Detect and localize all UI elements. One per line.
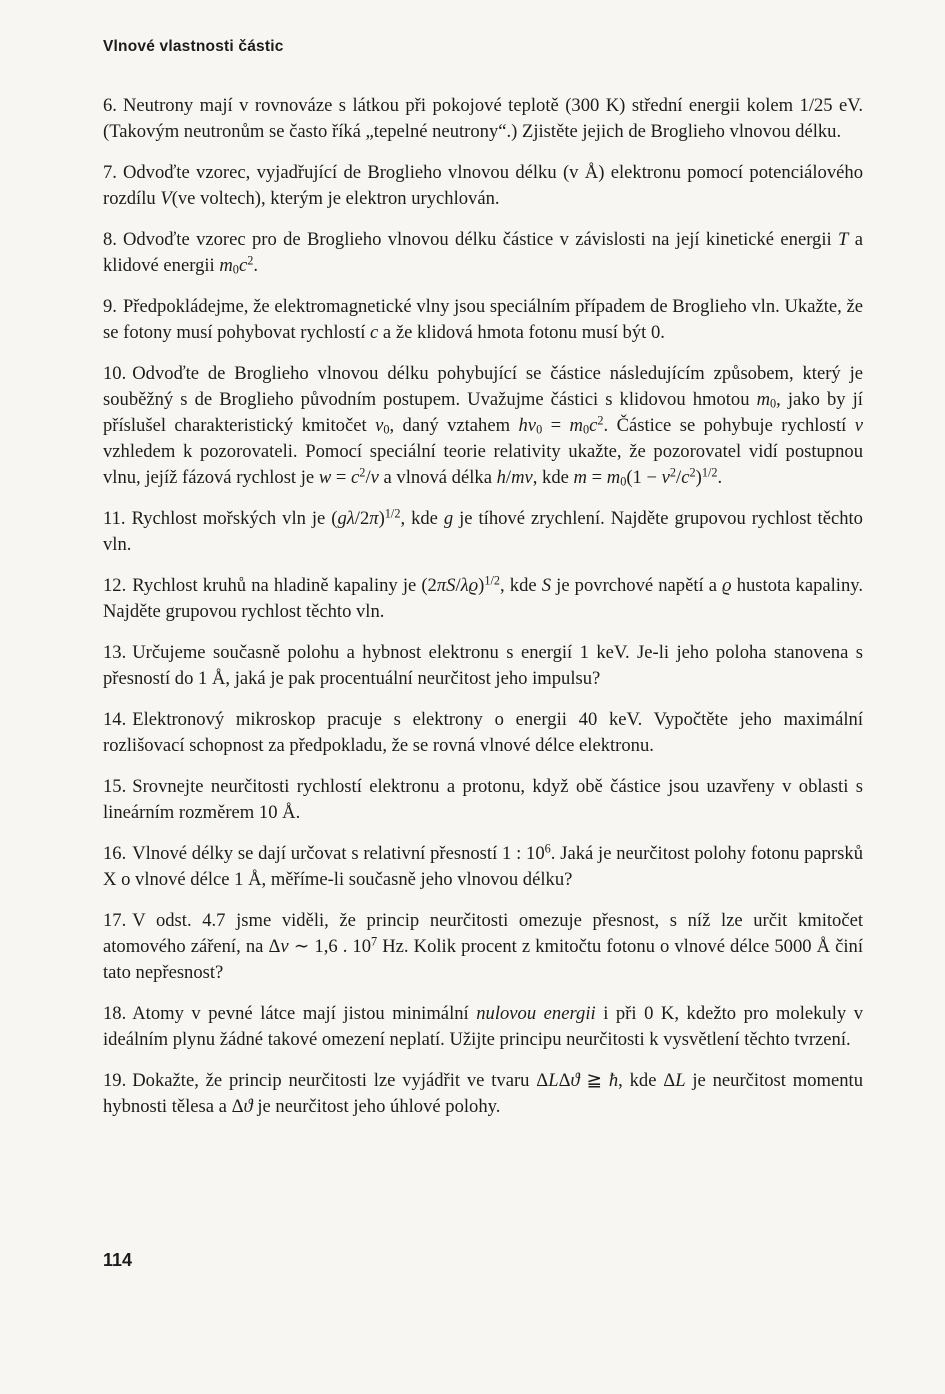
problem-text: (ve voltech), kterým je elektron urychlován. xyxy=(171,188,500,210)
problem-text: V xyxy=(160,188,172,210)
problem-text: Neutrony mají v rovnováze s látkou při pokojové teplotě (300 K) střední energii kolem 1/25 eV. (Takovým neutronům se často říká „tepelné neutrony“.) Zjistěte jejich de Broglieho vlnovou délku. xyxy=(103,95,863,143)
problem-text: /2 xyxy=(354,508,370,530)
problem-number: 11. xyxy=(103,508,126,530)
problem-text: Odvoďte vzorec, vyjadřující de Broglieho vlnovou délku (v Å) elektronu pomocí potenciálového rozdílu xyxy=(103,161,863,210)
problem-text: , kde Δ xyxy=(618,1069,676,1091)
problem-15 xyxy=(103,774,863,826)
problem-text: . Jaká je neurčitost polohy fotonu paprsků X o vlnové délce 1 Å, měříme-li současně jeho vlnovou délku? xyxy=(103,842,863,890)
problem-text: / xyxy=(676,467,682,489)
problem-number: 19. xyxy=(103,1069,127,1091)
problem-text: v xyxy=(661,467,670,489)
problem-text: m xyxy=(756,388,771,410)
problem-text: 0 xyxy=(620,474,627,489)
problem-text: m xyxy=(573,467,587,489)
problem-text: c xyxy=(351,467,360,489)
problem-text: . Částice se pohybuje rychlostí xyxy=(603,415,855,437)
problem-text: je tíhové zrychlení. Najděte grupovou rychlost těchto vln. xyxy=(103,508,863,556)
problem-number: 12. xyxy=(103,575,127,597)
problem-text: c xyxy=(238,255,248,277)
problem-number: 15. xyxy=(103,775,127,797)
problem-text: a vlnová délka xyxy=(378,467,497,489)
problem-12 xyxy=(103,573,863,625)
problem-text: ) xyxy=(478,575,485,597)
problem-number: 10. xyxy=(103,362,127,384)
problem-text: Rychlost kruhů na hladině kapaliny je (2 xyxy=(132,575,437,597)
problem-text: c xyxy=(370,321,379,343)
problem-text: Určujeme současně polohu a hybnost elektronu s energií 1 keV. Je-li jeho poloha stanovena s přesností do 1 Å, jaká je pak procentuální neurčitost jeho impulsu? xyxy=(103,641,863,690)
problem-number: 14. xyxy=(103,708,127,730)
problem-text: Odvoďte de Broglieho vlnovou délku pohybující se částice následujícím způsobem, který je souběžný s de Broglieho původním postupem. Uvažujme částici s klidovou hmotou xyxy=(103,362,863,410)
problem-text: 1/2 xyxy=(384,506,401,521)
problem-text: mv xyxy=(511,467,533,489)
problem-text: c xyxy=(589,415,598,437)
problem-text: a že klidová hmota fotonu musí být 0. xyxy=(378,321,665,343)
problem-14 xyxy=(103,707,863,759)
problem-text: i při 0 K, kdežto pro molekuly v ideálním plynu žádné takové omezení neplatí. Užijte principu neurčitosti k vysvětlení těchto tvrzení. xyxy=(103,1002,863,1050)
problem-text: 0 xyxy=(232,262,239,277)
problem-text: Hz. Kolik procent z kmitočtu fotonu o vlnové délce 5000 Å činí tato nepřesnost? xyxy=(103,935,863,983)
problem-text: L xyxy=(548,1069,559,1091)
problem-text: ν xyxy=(280,935,289,957)
problem-text: πS xyxy=(436,575,456,597)
problem-text: 2 xyxy=(359,465,366,480)
problem-17 xyxy=(103,908,863,987)
problem-text: . xyxy=(253,255,258,277)
running-head: Vlnové vlastnosti částic xyxy=(103,38,284,55)
page-number: 114 xyxy=(103,1250,133,1270)
problem-13 xyxy=(103,640,863,692)
problem-16 xyxy=(103,841,863,893)
problem-list xyxy=(103,93,863,1135)
problem-text: = xyxy=(542,415,570,437)
problem-text: g xyxy=(443,508,454,530)
problem-text: je povrchové napětí a xyxy=(551,575,723,597)
problem-text: vzhledem k pozorovateli. Pomocí speciální teorie relativity ukažte, že pozorovatel vidí postupnou vlnu, jejíž fázová rychlost je xyxy=(103,441,863,489)
problem-text: m xyxy=(606,467,621,489)
problem-text: 7 xyxy=(371,934,378,949)
problem-text: . xyxy=(717,467,723,489)
problem-9 xyxy=(103,294,863,346)
problem-text: ϱ xyxy=(722,575,732,597)
problem-text: / xyxy=(505,467,512,489)
problem-text: hν xyxy=(518,415,537,437)
problem-text: , jako by jí příslušel charakteristický kmitočet xyxy=(103,388,863,437)
problem-text: 0 xyxy=(383,422,390,437)
problem-text: 0 xyxy=(582,422,590,437)
problem-text: m xyxy=(569,415,583,437)
problem-text: v xyxy=(854,415,863,437)
problem-number: 6. xyxy=(103,95,117,116)
problem-18 xyxy=(103,1001,863,1053)
problem-text: , kde xyxy=(400,508,444,530)
problem-number: 18. xyxy=(103,1002,127,1024)
problem-text: Odvoďte vzorec pro de Broglieho vlnovou délku částice v závislosti na její kinetické energii xyxy=(122,228,839,250)
problem-text: je neurčitost jeho úhlové polohy. xyxy=(252,1095,501,1117)
problem-text: Předpokládejme, že elektromagnetické vlny jsou speciálním případem de Broglieho vln. Ukažte, že se fotony musí pohybovat rychlostí xyxy=(103,295,863,343)
problem-8 xyxy=(103,227,863,279)
problem-text: je neurčitost momentu hybnosti tělesa a Δ xyxy=(103,1069,863,1117)
problem-11 xyxy=(103,506,863,558)
problem-number: 9. xyxy=(103,295,117,317)
problem-text: ϑ xyxy=(570,1069,580,1091)
problem-number: 13. xyxy=(103,641,127,663)
problem-number: 7. xyxy=(103,161,117,183)
problem-text: Dokažte, že princip neurčitosti lze vyjádřit ve tvaru Δ xyxy=(132,1069,549,1091)
problem-text: / xyxy=(365,467,371,489)
problem-number: 17. xyxy=(103,909,127,931)
problem-text: T xyxy=(838,228,849,250)
problem-text: V odst. 4.7 jsme viděli, že princip neurčitosti omezuje přesnost, s níž lze určit kmitočet atomového záření, na Δ xyxy=(103,909,863,957)
problem-text: 2 xyxy=(669,465,677,480)
problem-10 xyxy=(103,361,863,492)
problem-text: , kde xyxy=(532,467,574,489)
problem-text: = xyxy=(331,467,352,489)
problem-text: ν xyxy=(375,415,384,437)
problem-text: ≧ xyxy=(579,1069,609,1091)
problem-text: 0 xyxy=(770,396,777,411)
problem-text: 6 xyxy=(544,840,551,855)
problem-text: v xyxy=(370,467,379,489)
problem-text: 1/2 xyxy=(484,573,501,588)
problem-number: 8. xyxy=(103,228,117,250)
problem-text: ħ xyxy=(608,1069,619,1091)
problem-number: 16. xyxy=(103,842,127,864)
problem-text: , daný vztahem xyxy=(389,415,519,437)
problem-text: ϑ xyxy=(243,1095,253,1117)
problem-text: Srovnejte neurčitosti rychlostí elektronu a protonu, když obě částice jsou uzavřeny v oblasti s lineárním rozměrem 10 Å. xyxy=(103,775,863,823)
problem-text: gλ xyxy=(337,508,355,530)
problem-text: 1/2 xyxy=(701,465,718,480)
problem-19 xyxy=(103,1068,863,1120)
problem-text: Rychlost mořských vln je ( xyxy=(131,508,338,530)
problem-text: 0 xyxy=(536,422,543,437)
problem-text: S xyxy=(541,575,552,597)
problem-7 xyxy=(103,160,863,212)
problem-text: 2 xyxy=(597,413,604,428)
problem-text: ) xyxy=(695,467,702,489)
problem-text: Atomy v pevné látce mají jistou minimální xyxy=(132,1002,477,1024)
problem-text: Elektronový mikroskop pracuje s elektrony o energii 40 keV. Vypočtěte jeho maximální rozlišovací schopnost za předpokladu, že se rovná vlnové délce elektronu. xyxy=(103,708,863,757)
problem-6 xyxy=(103,93,863,145)
problem-text: 2 xyxy=(689,465,696,480)
problem-text: c xyxy=(681,467,690,489)
problem-text: , kde xyxy=(500,575,542,597)
problem-text: L xyxy=(675,1069,686,1091)
problem-text: π xyxy=(369,508,379,530)
problem-text: a klidové energii xyxy=(103,228,863,277)
problem-text: Vlnové délky se dají určovat s relativní přesností 1 : 10 xyxy=(132,842,545,864)
problem-text: h xyxy=(496,467,506,489)
problem-text: / xyxy=(455,575,461,597)
problem-text: w xyxy=(318,467,332,489)
problem-text: 2 xyxy=(247,253,254,268)
problem-text: ∼ 1,6 . 10 xyxy=(288,935,372,957)
problem-text: λϱ xyxy=(460,575,479,597)
problem-text: nulovou energii xyxy=(476,1002,596,1024)
problem-text: Δ xyxy=(558,1069,571,1091)
problem-text: m xyxy=(219,255,233,277)
problem-text: hustota kapaliny. Najděte grupovou rychlost těchto vln. xyxy=(103,575,863,623)
problem-text: ) xyxy=(378,508,385,530)
problem-text: = xyxy=(586,467,607,489)
problem-text: (1 − xyxy=(626,467,662,489)
